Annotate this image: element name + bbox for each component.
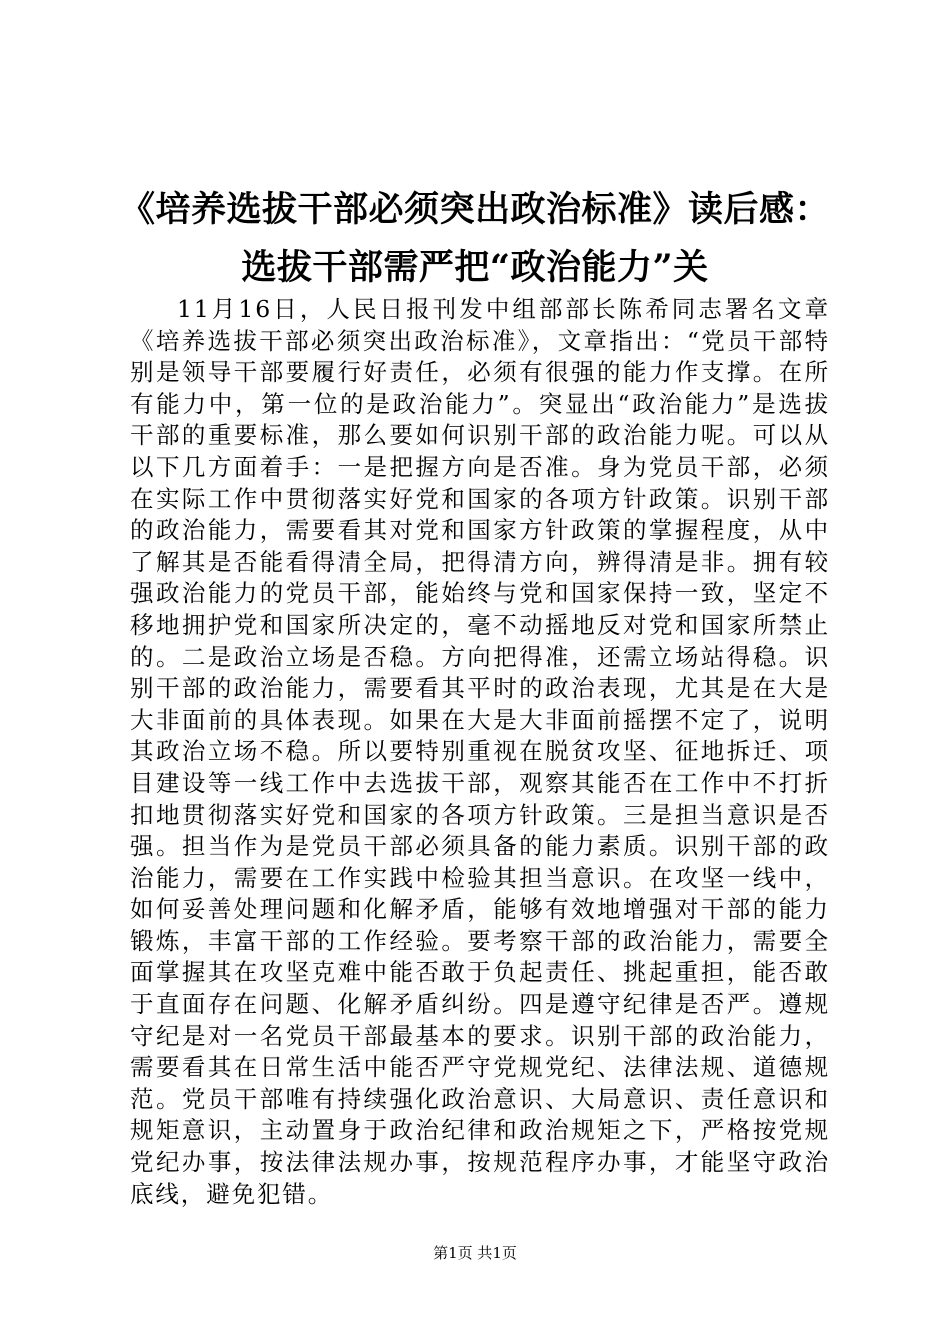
document-title-line-2: 选拔干部需严把“政治能力”关: [241, 247, 709, 288]
document-body-paragraph: 11月16日，人民日报刊发中组部部长陈希同志署名文章《培养选拔干部必须突出政治标准》，文章指出：“党员干部特别是领导干部要履行好责任，必须有很强的能力作支撑。在所有能力中，第一位的是政治能力”。突显出“政治能力”是选拔干部的重要标准，那么要如何识别干部的政治能力呢。可以从以下几方面着手：一是把握方向是否准。身为党员干部，必须在实际工作中贯彻落实好党和国家的各项方针政策。识别干部的政治能力，需要看其对党和国家方针政策的掌握程度，从中了解其是否能看得清全局，把得清方向，辨得清是非。拥有较强政治能力的党员干部，能始终与党和国家保持一致，坚定不移地拥护党和国家所决定的，毫不动摇地反对党和国家所禁止的。二是政治立场是否稳。方向把得准，还需立场站得稳。识别干部的政治能力，需要看其平时的政治表现，尤其是在大是大非面前的具体表现。如果在大是大非面前摇摆不定了，说明其政治立场不稳。所以要特别重视在脱贫攻坚、征地拆迁、项目建设等一线工作中去选拔干部，观察其能否在工作中不打折扣地贯彻落实好党和国家的各项方针政策。三是担当意识是否强。担当作为是党员干部必须具备的能力素质。识别干部的政治能力，需要在工作实践中检验其担当意识。在攻坚一线中，如何妥善处理问题和化解矛盾，能够有效地增强对干部的能力锻炼，丰富干部的工作经验。要考察干部的政治能力，需要全面掌握其在攻坚克难中能否敢于负起责任、挑起重担，能否敢于直面存在问题、化解矛盾纠纷。四是遵守纪律是否严。遵规守纪是对一名党员干部最基本的要求。识别干部的政治能力，需要看其在日常生活中能否严守党规党纪、法律法规、道德规范。党员干部唯有持续强化政治意识、大局意识、责任意识和规矩意识，主动置身于政治纪律和政治规矩之下，严格按党规党纪办事，按法律法规办事，按规范程序办事，才能坚守政治底线，避免犯错。: [130, 295, 830, 1208]
document-title-line-1: 《培养选拔干部必须突出政治标准》读后感：: [119, 189, 830, 230]
page-footer: 第1页 共1页: [433, 1244, 517, 1262]
